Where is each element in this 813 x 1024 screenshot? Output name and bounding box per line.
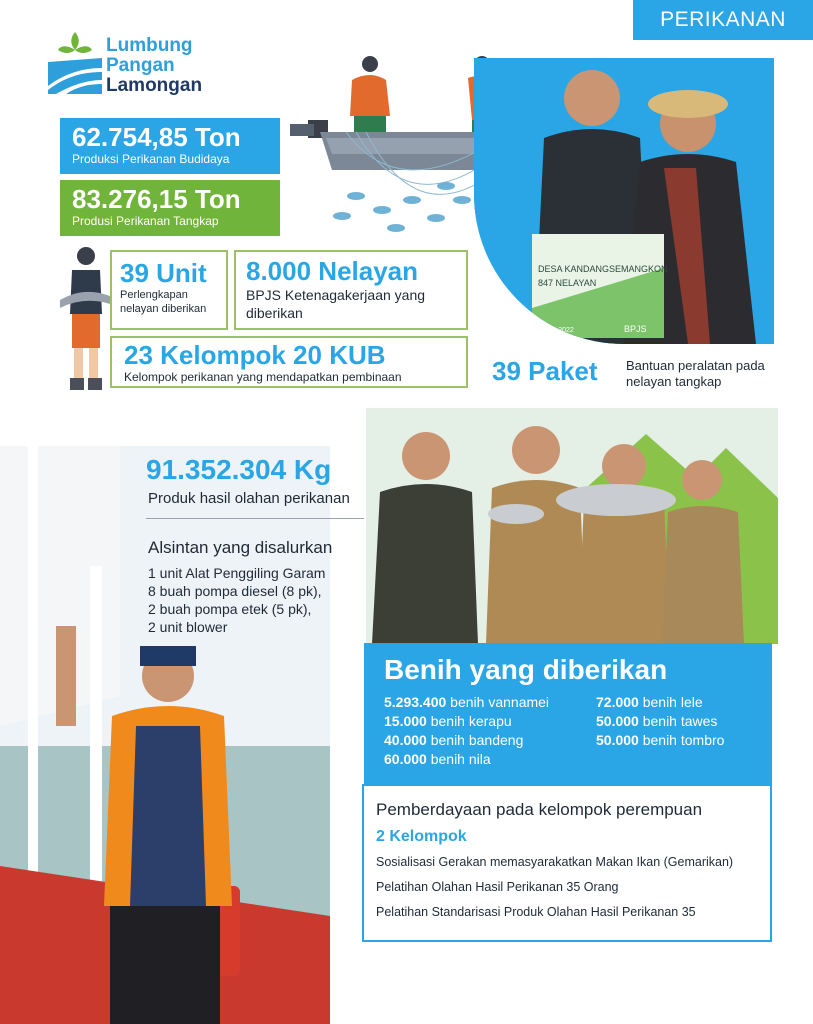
benih-list-1	[384, 693, 596, 769]
divider	[146, 518, 364, 519]
benih-num: 60.000	[384, 751, 427, 767]
benih-text: benih kerapu	[426, 713, 512, 729]
benih-num: 15.000	[384, 713, 427, 729]
benih-title: Benih yang diberikan	[384, 654, 668, 685]
logo-icon	[46, 28, 104, 96]
olahan-value: 91.352.304 Kg	[146, 454, 332, 485]
stat-nelayan-label: BPJS Ketenagakerjaan yang diberikan	[246, 287, 426, 321]
pemberdayaan-panel	[362, 784, 772, 942]
benih-list-2	[596, 693, 724, 769]
benih-text: benih bandeng	[426, 732, 524, 748]
pemberdayaan-value: 2 Kelompok	[376, 828, 467, 845]
bpjs-card-brand: BPJS	[624, 324, 647, 334]
pemberdayaan-title: Pemberdayaan pada kelompok perempuan	[376, 800, 703, 819]
fish-scene	[366, 408, 778, 644]
bpjs-card	[532, 234, 668, 338]
stat-budidaya-label: Produksi Perikanan Budidaya	[72, 152, 230, 166]
stat-tangkap	[60, 180, 280, 236]
pemberdayaan-item: Pelatihan Standarisasi Produk Olahan Hasil Perikanan 35	[376, 905, 696, 919]
stat-kelompok	[110, 336, 468, 388]
stat-budidaya	[60, 118, 280, 174]
section-tag: PERIKANAN	[633, 0, 813, 40]
olahan-label: Produk hasil olahan perikanan	[148, 490, 350, 507]
bpjs-card-line-1: DESA KANDANGSEMANGKON	[538, 264, 668, 274]
logo-line-3: Lamongan	[106, 75, 203, 96]
benih-item	[596, 731, 724, 750]
stat-kelompok-label: Kelompok perikanan yang mendapatkan pembinaan	[124, 370, 402, 384]
stat-kelompok-value: 23 Kelompok 20 KUB	[124, 340, 386, 370]
benih-num: 50.000	[596, 713, 639, 729]
pemberdayaan-item: Pelatihan Olahan Hasil Perikanan 35 Orang	[376, 880, 619, 894]
stat-paket-value: 39 Paket	[492, 356, 598, 386]
benih-item	[384, 731, 596, 750]
benih-item	[384, 693, 596, 712]
benih-item	[596, 693, 724, 712]
boat-icon	[290, 120, 486, 170]
alsintan-item: 1 unit Alat Penggiling Garam	[148, 565, 326, 581]
benih-text: benih lele	[638, 694, 703, 710]
logo	[46, 28, 246, 100]
boat-scene	[0, 446, 333, 1024]
fish-school-icon	[333, 182, 471, 232]
benih-text: benih tombro	[638, 732, 725, 748]
photo-official-on-boat	[0, 446, 333, 1024]
alsintan-item: 2 unit blower	[148, 619, 228, 635]
stat-budidaya-value: 62.754,85 Ton	[72, 122, 241, 152]
benih-num: 50.000	[596, 732, 639, 748]
benih-num: 72.000	[596, 694, 639, 710]
stat-tangkap-value: 83.276,15 Ton	[72, 184, 241, 214]
benih-num: 40.000	[384, 732, 427, 748]
alsintan-title: Alsintan yang disalurkan	[148, 538, 333, 557]
pemberdayaan-item: Sosialisasi Gerakan memasyarakatkan Makan Ikan (Gemarikan)	[376, 855, 734, 869]
benih-num: 5.293.400	[384, 694, 447, 710]
stat-tangkap-label: Produsi Perikanan Tangkap	[72, 214, 219, 228]
alsintan-list	[148, 564, 325, 636]
photo-officials-with-fish	[366, 408, 778, 644]
bpjs-card-date: 27-10-2022	[538, 327, 574, 334]
benih-item	[596, 712, 724, 731]
alsintan-item: 2 buah pompa etek (5 pk),	[148, 601, 312, 617]
stat-unit	[110, 250, 228, 330]
fishermen-illustration	[286, 50, 500, 238]
benih-item	[384, 712, 596, 731]
handshake-scene	[474, 58, 774, 344]
benih-item	[384, 750, 596, 769]
logo-line-1: Lumbung	[106, 35, 193, 56]
stat-nelayan-value: 8.000 Nelayan	[246, 256, 419, 286]
bpjs-card-line-2: 847 NELAYAN	[538, 278, 597, 288]
benih-text: benih vannamei	[446, 694, 550, 710]
benih-panel	[364, 643, 772, 785]
pemberdayaan-list	[376, 850, 758, 925]
photo-handshake	[474, 58, 774, 344]
logo-line-2: Pangan	[106, 55, 175, 76]
stat-nelayan	[234, 250, 468, 330]
fisherman-1-icon	[350, 56, 390, 132]
stat-unit-label: Perlengkapan nelayan diberikan	[120, 289, 207, 315]
benih-text: benih tawes	[638, 713, 718, 729]
alsintan-item: 8 buah pompa diesel (8 pk),	[148, 583, 322, 599]
fisherman-fish-illustration	[56, 244, 112, 392]
benih-text: benih nila	[426, 751, 491, 767]
stat-unit-value: 39 Unit	[120, 258, 207, 288]
stat-paket-label: Bantuan peralatan pada nelayan tangkap	[626, 358, 765, 389]
